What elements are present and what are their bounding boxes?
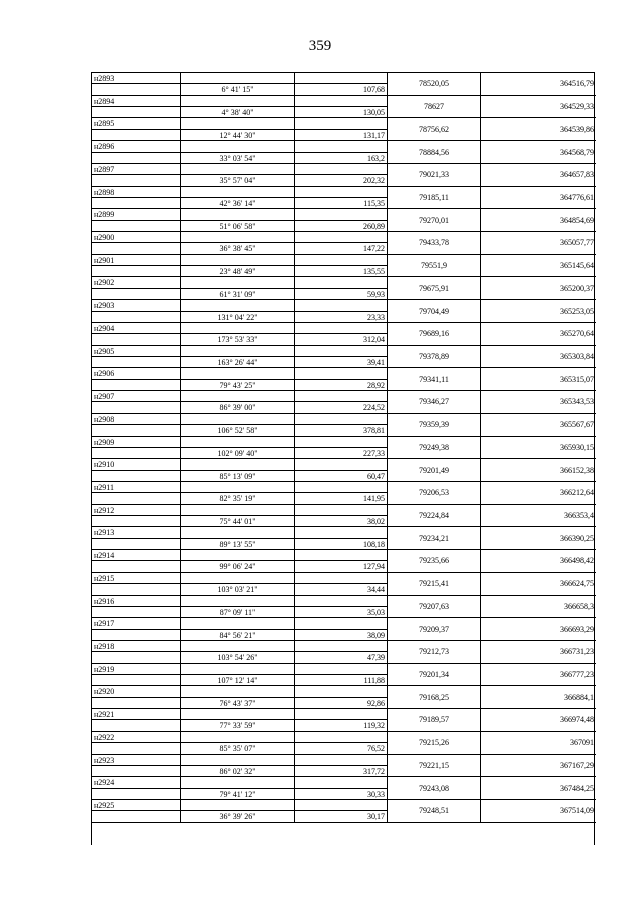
y-coordinate-cell: 364657,83 bbox=[481, 164, 596, 187]
empty-distance-cell bbox=[295, 596, 388, 607]
empty-angle-cell bbox=[181, 641, 295, 652]
empty-angle-cell bbox=[181, 164, 295, 175]
empty-distance-cell bbox=[295, 550, 388, 561]
point-name-cell: н2915 bbox=[92, 573, 181, 584]
empty-angle-cell bbox=[181, 709, 295, 720]
y-coordinate-cell: 365145,64 bbox=[481, 255, 596, 278]
y-coordinate-cell: 366390,25 bbox=[481, 527, 596, 550]
empty-angle-cell bbox=[181, 618, 295, 629]
empty-angle-cell bbox=[181, 596, 295, 607]
empty-angle-cell bbox=[181, 482, 295, 493]
empty-point-cell bbox=[92, 130, 181, 141]
empty-distance-cell bbox=[295, 777, 388, 788]
y-coordinate-cell: 364539,86 bbox=[481, 118, 596, 141]
y-coordinate-cell: 367091 bbox=[481, 732, 596, 755]
angle-cell: 85° 13' 09" bbox=[181, 471, 295, 482]
x-coordinate-cell: 79215,41 bbox=[388, 573, 481, 596]
y-coordinate-cell: 365315,07 bbox=[481, 368, 596, 391]
y-coordinate-cell: 366974,48 bbox=[481, 709, 596, 732]
empty-angle-cell bbox=[181, 118, 295, 129]
y-coordinate-cell: 365200,37 bbox=[481, 277, 596, 300]
point-name-cell: н2894 bbox=[92, 96, 181, 107]
y-coordinate-cell: 365567,67 bbox=[481, 414, 596, 437]
empty-point-cell bbox=[92, 766, 181, 777]
empty-distance-cell bbox=[295, 368, 388, 379]
empty-distance-cell bbox=[295, 346, 388, 357]
empty-point-cell bbox=[92, 448, 181, 459]
angle-cell: 61° 31' 09" bbox=[181, 289, 295, 300]
distance-cell: 28,92 bbox=[295, 380, 388, 391]
x-coordinate-cell: 79207,63 bbox=[388, 596, 481, 619]
empty-distance-cell bbox=[295, 187, 388, 198]
point-name-cell: н2916 bbox=[92, 596, 181, 607]
empty-angle-cell bbox=[181, 755, 295, 766]
empty-point-cell bbox=[92, 198, 181, 209]
y-coordinate-cell: 364529,33 bbox=[481, 96, 596, 119]
point-name-cell: н2905 bbox=[92, 346, 181, 357]
distance-cell: 378,81 bbox=[295, 425, 388, 436]
empty-angle-cell bbox=[181, 732, 295, 743]
distance-cell: 30,33 bbox=[295, 789, 388, 800]
empty-angle-cell bbox=[181, 664, 295, 675]
y-coordinate-cell: 366624,75 bbox=[481, 573, 596, 596]
distance-cell: 38,02 bbox=[295, 516, 388, 527]
x-coordinate-cell: 79551,9 bbox=[388, 255, 481, 278]
angle-cell: 35° 57' 04" bbox=[181, 175, 295, 186]
empty-distance-cell bbox=[295, 459, 388, 470]
empty-distance-cell bbox=[295, 391, 388, 402]
x-coordinate-cell: 79215,26 bbox=[388, 732, 481, 755]
empty-point-cell bbox=[92, 266, 181, 277]
distance-cell: 260,89 bbox=[295, 221, 388, 232]
angle-cell: 86° 39' 00" bbox=[181, 402, 295, 413]
empty-angle-cell bbox=[181, 800, 295, 811]
point-name-cell: н2921 bbox=[92, 709, 181, 720]
point-name-cell: н2918 bbox=[92, 641, 181, 652]
distance-cell: 34,44 bbox=[295, 584, 388, 595]
point-name-cell: н2912 bbox=[92, 505, 181, 516]
x-coordinate-cell: 79249,38 bbox=[388, 437, 481, 460]
point-name-cell: н2919 bbox=[92, 664, 181, 675]
empty-angle-cell bbox=[181, 686, 295, 697]
angle-cell: 79° 41' 12" bbox=[181, 789, 295, 800]
empty-angle-cell bbox=[181, 300, 295, 311]
distance-cell: 23,33 bbox=[295, 312, 388, 323]
angle-cell: 102° 09' 40" bbox=[181, 448, 295, 459]
empty-point-cell bbox=[92, 675, 181, 686]
distance-cell: 30,17 bbox=[295, 811, 388, 822]
point-name-cell: н2906 bbox=[92, 368, 181, 379]
empty-angle-cell bbox=[181, 527, 295, 538]
y-coordinate-cell: 365930,15 bbox=[481, 437, 596, 460]
empty-point-cell bbox=[92, 84, 181, 95]
point-name-cell: н2897 bbox=[92, 164, 181, 175]
empty-distance-cell bbox=[295, 755, 388, 766]
empty-point-cell bbox=[92, 789, 181, 800]
angle-cell: 89° 13' 55" bbox=[181, 539, 295, 550]
point-name-cell: н2911 bbox=[92, 482, 181, 493]
empty-point-cell bbox=[92, 402, 181, 413]
distance-cell: 141,95 bbox=[295, 493, 388, 504]
distance-cell: 224,52 bbox=[295, 402, 388, 413]
y-coordinate-cell: 366353,4 bbox=[481, 505, 596, 528]
distance-cell: 135,55 bbox=[295, 266, 388, 277]
x-coordinate-cell: 79378,89 bbox=[388, 346, 481, 369]
angle-cell: 6° 41' 15" bbox=[181, 84, 295, 95]
distance-cell: 108,18 bbox=[295, 539, 388, 550]
empty-angle-cell bbox=[181, 505, 295, 516]
distance-cell: 111,88 bbox=[295, 675, 388, 686]
x-coordinate-cell: 79359,39 bbox=[388, 414, 481, 437]
y-coordinate-cell: 366152,38 bbox=[481, 459, 596, 482]
x-coordinate-cell: 79206,53 bbox=[388, 482, 481, 505]
y-coordinate-cell: 365303,84 bbox=[481, 346, 596, 369]
point-name-cell: н2899 bbox=[92, 209, 181, 220]
point-name-cell: н2925 bbox=[92, 800, 181, 811]
empty-distance-cell bbox=[295, 664, 388, 675]
empty-distance-cell bbox=[295, 164, 388, 175]
angle-cell: 84° 56' 21" bbox=[181, 630, 295, 641]
point-name-cell: н2923 bbox=[92, 755, 181, 766]
empty-angle-cell bbox=[181, 255, 295, 266]
point-name-cell: н2908 bbox=[92, 414, 181, 425]
x-coordinate-cell: 79675,91 bbox=[388, 277, 481, 300]
empty-distance-cell bbox=[295, 96, 388, 107]
empty-distance-cell bbox=[295, 323, 388, 334]
empty-distance-cell bbox=[295, 118, 388, 129]
empty-angle-cell bbox=[181, 414, 295, 425]
y-coordinate-cell: 365057,77 bbox=[481, 232, 596, 255]
empty-distance-cell bbox=[295, 800, 388, 811]
y-coordinate-cell: 364568,79 bbox=[481, 141, 596, 164]
y-coordinate-cell: 364854,69 bbox=[481, 209, 596, 232]
y-coordinate-cell: 366693,29 bbox=[481, 618, 596, 641]
empty-point-cell bbox=[92, 493, 181, 504]
angle-cell: 77° 33' 59" bbox=[181, 720, 295, 731]
empty-point-cell bbox=[92, 743, 181, 754]
empty-angle-cell bbox=[181, 437, 295, 448]
empty-distance-cell bbox=[295, 686, 388, 697]
angle-cell: 33° 03' 54" bbox=[181, 153, 295, 164]
distance-cell: 92,86 bbox=[295, 698, 388, 709]
angle-cell: 131° 04' 22" bbox=[181, 312, 295, 323]
x-coordinate-cell: 79209,37 bbox=[388, 618, 481, 641]
point-name-cell: н2924 bbox=[92, 777, 181, 788]
y-coordinate-cell: 365343,53 bbox=[481, 391, 596, 414]
x-coordinate-cell: 78756,62 bbox=[388, 118, 481, 141]
empty-distance-cell bbox=[295, 414, 388, 425]
x-coordinate-cell: 79433,78 bbox=[388, 232, 481, 255]
x-coordinate-cell: 79201,49 bbox=[388, 459, 481, 482]
point-name-cell: н2914 bbox=[92, 550, 181, 561]
empty-angle-cell bbox=[181, 96, 295, 107]
empty-distance-cell bbox=[295, 255, 388, 266]
empty-angle-cell bbox=[181, 391, 295, 402]
x-coordinate-cell: 79224,84 bbox=[388, 505, 481, 528]
distance-cell: 38,09 bbox=[295, 630, 388, 641]
angle-cell: 87° 09' 11" bbox=[181, 607, 295, 618]
coordinates-table bbox=[91, 72, 595, 845]
angle-cell: 79° 43' 25" bbox=[181, 380, 295, 391]
empty-angle-cell bbox=[181, 777, 295, 788]
angle-cell: 82° 35' 19" bbox=[181, 493, 295, 504]
angle-cell: 75° 44' 01" bbox=[181, 516, 295, 527]
empty-point-cell bbox=[92, 471, 181, 482]
distance-cell: 60,47 bbox=[295, 471, 388, 482]
empty-distance-cell bbox=[295, 209, 388, 220]
distance-cell: 47,39 bbox=[295, 652, 388, 663]
empty-distance-cell bbox=[295, 232, 388, 243]
empty-angle-cell bbox=[181, 368, 295, 379]
point-name-cell: н2893 bbox=[92, 73, 181, 84]
empty-angle-cell bbox=[181, 232, 295, 243]
point-name-cell: н2922 bbox=[92, 732, 181, 743]
x-coordinate-cell: 79704,49 bbox=[388, 300, 481, 323]
point-name-cell: н2904 bbox=[92, 323, 181, 334]
empty-point-cell bbox=[92, 516, 181, 527]
angle-cell: 51° 06' 58" bbox=[181, 221, 295, 232]
empty-point-cell bbox=[92, 720, 181, 731]
distance-cell: 35,03 bbox=[295, 607, 388, 618]
distance-cell: 317,72 bbox=[295, 766, 388, 777]
point-name-cell: н2917 bbox=[92, 618, 181, 629]
empty-distance-cell bbox=[295, 300, 388, 311]
empty-point-cell bbox=[92, 539, 181, 550]
y-coordinate-cell: 366498,42 bbox=[481, 550, 596, 573]
x-coordinate-cell: 79189,57 bbox=[388, 709, 481, 732]
empty-point-cell bbox=[92, 652, 181, 663]
point-name-cell: н2907 bbox=[92, 391, 181, 402]
x-coordinate-cell: 79168,25 bbox=[388, 686, 481, 709]
distance-cell: 39,41 bbox=[295, 357, 388, 368]
empty-angle-cell bbox=[181, 573, 295, 584]
empty-point-cell bbox=[92, 561, 181, 572]
empty-distance-cell bbox=[295, 573, 388, 584]
angle-cell: 163° 26' 44" bbox=[181, 357, 295, 368]
empty-point-cell bbox=[92, 357, 181, 368]
point-name-cell: н2898 bbox=[92, 187, 181, 198]
empty-point-cell bbox=[92, 289, 181, 300]
empty-point-cell bbox=[92, 175, 181, 186]
point-name-cell: н2900 bbox=[92, 232, 181, 243]
empty-distance-cell bbox=[295, 732, 388, 743]
y-coordinate-cell: 367484,25 bbox=[481, 777, 596, 800]
distance-cell: 76,52 bbox=[295, 743, 388, 754]
empty-point-cell bbox=[92, 584, 181, 595]
angle-cell: 42° 36' 14" bbox=[181, 198, 295, 209]
angle-cell: 36° 38' 45" bbox=[181, 243, 295, 254]
angle-cell: 99° 06' 24" bbox=[181, 561, 295, 572]
empty-distance-cell bbox=[295, 709, 388, 720]
empty-angle-cell bbox=[181, 187, 295, 198]
distance-cell: 131,17 bbox=[295, 130, 388, 141]
point-name-cell: н2910 bbox=[92, 459, 181, 470]
x-coordinate-cell: 78520,05 bbox=[388, 73, 481, 96]
empty-angle-cell bbox=[181, 323, 295, 334]
empty-point-cell bbox=[92, 221, 181, 232]
empty-point-cell bbox=[92, 107, 181, 118]
angle-cell: 4° 38' 40" bbox=[181, 107, 295, 118]
empty-distance-cell bbox=[295, 482, 388, 493]
x-coordinate-cell: 79341,11 bbox=[388, 368, 481, 391]
empty-angle-cell bbox=[181, 550, 295, 561]
point-name-cell: н2901 bbox=[92, 255, 181, 266]
page-number: 359 bbox=[308, 38, 332, 54]
point-name-cell: н2913 bbox=[92, 527, 181, 538]
distance-cell: 115,35 bbox=[295, 198, 388, 209]
empty-distance-cell bbox=[295, 618, 388, 629]
x-coordinate-cell: 79234,21 bbox=[388, 527, 481, 550]
x-coordinate-cell: 79235,66 bbox=[388, 550, 481, 573]
x-coordinate-cell: 79270,01 bbox=[388, 209, 481, 232]
y-coordinate-cell: 366731,23 bbox=[481, 641, 596, 664]
empty-point-cell bbox=[92, 811, 181, 822]
point-name-cell: н2895 bbox=[92, 118, 181, 129]
empty-point-cell bbox=[92, 312, 181, 323]
empty-distance-cell bbox=[295, 641, 388, 652]
empty-point-cell bbox=[92, 380, 181, 391]
distance-cell: 127,94 bbox=[295, 561, 388, 572]
point-name-cell: н2903 bbox=[92, 300, 181, 311]
angle-cell: 103° 03' 21" bbox=[181, 584, 295, 595]
distance-cell: 163,2 bbox=[295, 153, 388, 164]
y-coordinate-cell: 367167,29 bbox=[481, 755, 596, 778]
x-coordinate-cell: 79243,08 bbox=[388, 777, 481, 800]
y-coordinate-cell: 364776,61 bbox=[481, 187, 596, 210]
angle-cell: 76° 43' 37" bbox=[181, 698, 295, 709]
empty-angle-cell bbox=[181, 277, 295, 288]
empty-angle-cell bbox=[181, 346, 295, 357]
y-coordinate-cell: 364516,79 bbox=[481, 73, 596, 96]
distance-cell: 312,04 bbox=[295, 334, 388, 345]
angle-cell: 103° 54' 26" bbox=[181, 652, 295, 663]
y-coordinate-cell: 367514,09 bbox=[481, 800, 596, 823]
point-name-cell: н2909 bbox=[92, 437, 181, 448]
empty-distance-cell bbox=[295, 437, 388, 448]
empty-angle-cell bbox=[181, 73, 295, 84]
x-coordinate-cell: 79221,15 bbox=[388, 755, 481, 778]
x-coordinate-cell: 79201,34 bbox=[388, 664, 481, 687]
point-name-cell: н2902 bbox=[92, 277, 181, 288]
y-coordinate-cell: 366658,3 bbox=[481, 596, 596, 619]
x-coordinate-cell: 79248,51 bbox=[388, 800, 481, 823]
x-coordinate-cell: 79346,27 bbox=[388, 391, 481, 414]
distance-cell: 59,93 bbox=[295, 289, 388, 300]
x-coordinate-cell: 79689,16 bbox=[388, 323, 481, 346]
empty-angle-cell bbox=[181, 141, 295, 152]
y-coordinate-cell: 366884,1 bbox=[481, 686, 596, 709]
y-coordinate-cell: 366212,64 bbox=[481, 482, 596, 505]
point-name-cell: н2920 bbox=[92, 686, 181, 697]
empty-distance-cell bbox=[295, 505, 388, 516]
point-name-cell: н2896 bbox=[92, 141, 181, 152]
y-coordinate-cell: 365253,05 bbox=[481, 300, 596, 323]
empty-point-cell bbox=[92, 243, 181, 254]
distance-cell: 202,32 bbox=[295, 175, 388, 186]
y-coordinate-cell: 365270,64 bbox=[481, 323, 596, 346]
x-coordinate-cell: 79212,73 bbox=[388, 641, 481, 664]
empty-point-cell bbox=[92, 153, 181, 164]
x-coordinate-cell: 78884,56 bbox=[388, 141, 481, 164]
angle-cell: 107° 12' 14" bbox=[181, 675, 295, 686]
y-coordinate-cell: 366777,23 bbox=[481, 664, 596, 687]
angle-cell: 106° 52' 58" bbox=[181, 425, 295, 436]
angle-cell: 23° 48' 49" bbox=[181, 266, 295, 277]
angle-cell: 86° 02' 32" bbox=[181, 766, 295, 777]
empty-point-cell bbox=[92, 607, 181, 618]
empty-distance-cell bbox=[295, 527, 388, 538]
x-coordinate-cell: 79021,33 bbox=[388, 164, 481, 187]
distance-cell: 119,32 bbox=[295, 720, 388, 731]
angle-cell: 12° 44' 30" bbox=[181, 130, 295, 141]
distance-cell: 227,33 bbox=[295, 448, 388, 459]
empty-point-cell bbox=[92, 630, 181, 641]
distance-cell: 130,05 bbox=[295, 107, 388, 118]
empty-distance-cell bbox=[295, 277, 388, 288]
angle-cell: 85° 35' 07" bbox=[181, 743, 295, 754]
angle-cell: 173° 53' 33" bbox=[181, 334, 295, 345]
x-coordinate-cell: 79185,11 bbox=[388, 187, 481, 210]
empty-angle-cell bbox=[181, 209, 295, 220]
empty-point-cell bbox=[92, 425, 181, 436]
empty-angle-cell bbox=[181, 459, 295, 470]
empty-distance-cell bbox=[295, 73, 388, 84]
distance-cell: 147,22 bbox=[295, 243, 388, 254]
distance-cell: 107,68 bbox=[295, 84, 388, 95]
angle-cell: 36° 39' 26" bbox=[181, 811, 295, 822]
empty-point-cell bbox=[92, 334, 181, 345]
empty-distance-cell bbox=[295, 141, 388, 152]
empty-point-cell bbox=[92, 698, 181, 709]
x-coordinate-cell: 78627 bbox=[388, 96, 481, 119]
